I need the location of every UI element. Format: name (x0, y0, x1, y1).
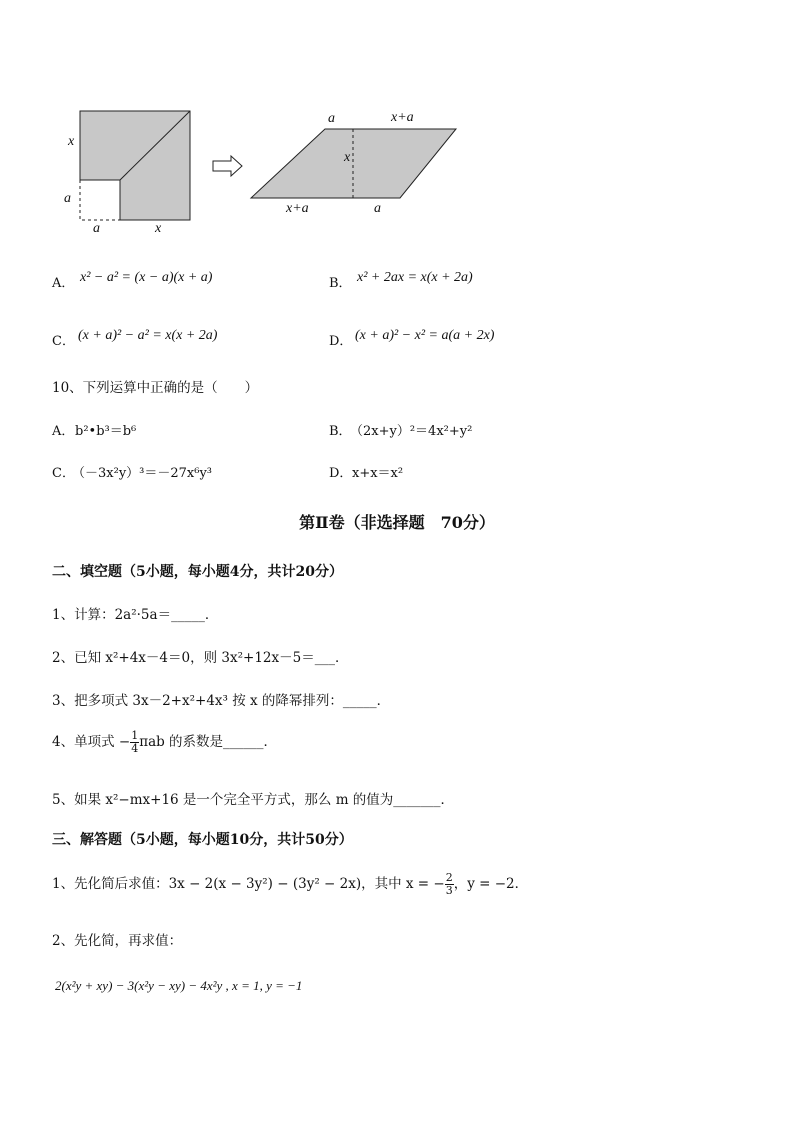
q9-option-d-label: D． (329, 334, 353, 349)
fraction-two-thirds (445, 872, 454, 897)
q9-option-d: (x + a)² − x² = a(a + 2x) (355, 328, 495, 343)
label-x-mid: x (344, 150, 351, 165)
q10-option-b: （2x+y）²＝4x²+y² (350, 424, 473, 439)
q10-stem: 10、下列运算中正确的是（ ） (52, 380, 259, 396)
solve-q1 (52, 872, 528, 897)
label-x-bottom: x (155, 221, 162, 236)
solve-q1-prefix: 1、先化简后求值：3x − 2(x − 3y²) − (3y² − 2x)，其中 x = − (52, 876, 445, 892)
solve-q1-suffix: ，y = −2． (453, 876, 529, 892)
fraction-one-quarter (130, 730, 139, 755)
q10-option-a-label: A． (52, 424, 75, 439)
label-x-left: x (68, 134, 75, 149)
label-xa-bottom: x+a (286, 201, 309, 216)
label-xa-top: x+a (391, 110, 414, 125)
q9-option-a: x² − a² = (x − a)(x + a) (80, 270, 213, 285)
fill-q4 (52, 730, 277, 755)
q9-option-a-label: A． (52, 276, 75, 291)
solve-q2-expression: 2(x²y + xy) − 3(x²y − xy) − 4x²y , x = 1, y = −1 (55, 978, 303, 993)
q9-option-b: x² + 2ax = x(x + 2a) (357, 270, 473, 285)
q10-option-a: b²•b³＝b⁶ (75, 424, 137, 439)
fill-q3: 3、把多项式 3x－2+x²+4x³ 按 x 的降幂排列：_____． (52, 693, 391, 709)
fraction-denominator: 4 (131, 742, 139, 755)
fill-q1: 1、计算：2a²·5a＝_____． (52, 607, 219, 623)
fill-section-heading: 二、填空题（5小题，每小题4分，共计20分） (52, 564, 343, 580)
label-a-bottom: a (93, 221, 100, 236)
q10-option-d-label: D． (329, 466, 353, 481)
label-a-top: a (328, 111, 335, 126)
fill-q2: 2、已知 x²+4x－4＝0，则 3x²+12x－5＝___． (52, 650, 349, 666)
right-arrow-icon (213, 156, 242, 176)
q10-option-d: x+x＝x² (352, 466, 404, 481)
q10-option-c-label: C． (52, 466, 75, 481)
fraction-denominator: 3 (445, 884, 453, 897)
label-a-bottom-right: a (374, 201, 381, 216)
q9-option-c: (x + a)² − a² = x(x + 2a) (78, 328, 218, 343)
fill-q4-prefix: 4、单项式 − (52, 734, 131, 750)
q10-option-c: （－3x²y）³＝－27x⁶y³ (72, 466, 213, 481)
solve-section-heading: 三、解答题（5小题，每小题10分，共计50分） (52, 832, 353, 848)
part-two-title: 第Ⅱ卷（非选择题 70分） (299, 513, 495, 532)
label-a-left: a (64, 191, 71, 206)
q10-option-b-label: B． (329, 424, 352, 439)
square-dashed-corner (80, 180, 120, 220)
q9-option-b-label: B． (329, 276, 352, 291)
solve-q2: 2、先化简，再求值： (52, 933, 183, 949)
parallelogram (251, 129, 456, 198)
q9-option-c-label: C． (52, 334, 75, 349)
fraction-numerator: 2 (445, 871, 453, 884)
fill-q4-suffix: πab 的系数是______． (139, 734, 278, 750)
fraction-numerator: 1 (131, 729, 139, 742)
fill-q5: 5、如果 x²−mx+16 是一个完全平方式，那么 m 的值为_______． (52, 792, 455, 808)
